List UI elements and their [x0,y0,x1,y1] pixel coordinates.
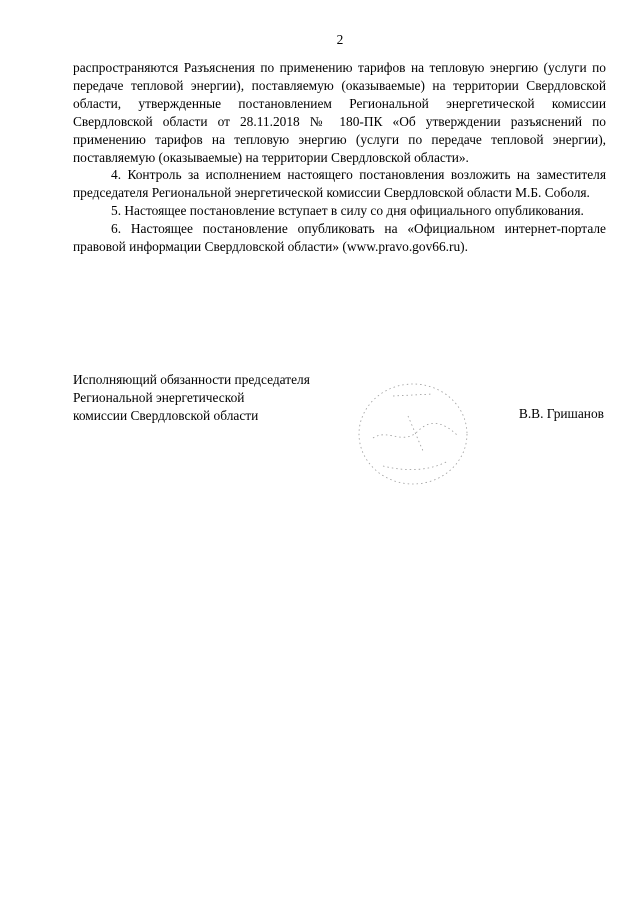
paragraph-continuation: распространяются Разъяснения по применению тарифов на тепловую энергию (услуги по передаче тепловой энергии), поставляемую (оказываемые) на территории Свердловской области, утвержденные постановлением Региональной энергетической комиссии Свердловской области от 28.11.2018 № 180-ПК «Об утверждении разъяснений по применению тарифов на тепловую энергию (услуги по передаче тепловой энергии), поставляемую (оказываемые) на территории Свердловской области». [73,60,606,165]
signer-title: Исполняющий обязанности председателя Региональной энергетической комиссии Свердловской области [73,372,310,423]
signature-block [73,371,606,491]
page-number: 2 [336,32,344,47]
paragraph-5: 5. Настоящее постановление вступает в силу со дня официального опубликования. [111,203,584,219]
signature-stamp-mark [353,376,473,491]
document-body [73,59,606,256]
paragraph-6: 6. Настоящее постановление опубликовать на «Официальном интернет-портале правовой информации Свердловской области» (www.pravo.gov66.ru). [73,221,606,255]
signer-name: В.В. Гришанов [518,406,604,421]
paragraph-4: 4. Контроль за исполнением настоящего постановления возложить на заместителя председателя Региональной энергетической комиссии Свердловской области М.Б. Соболя. [73,167,606,201]
